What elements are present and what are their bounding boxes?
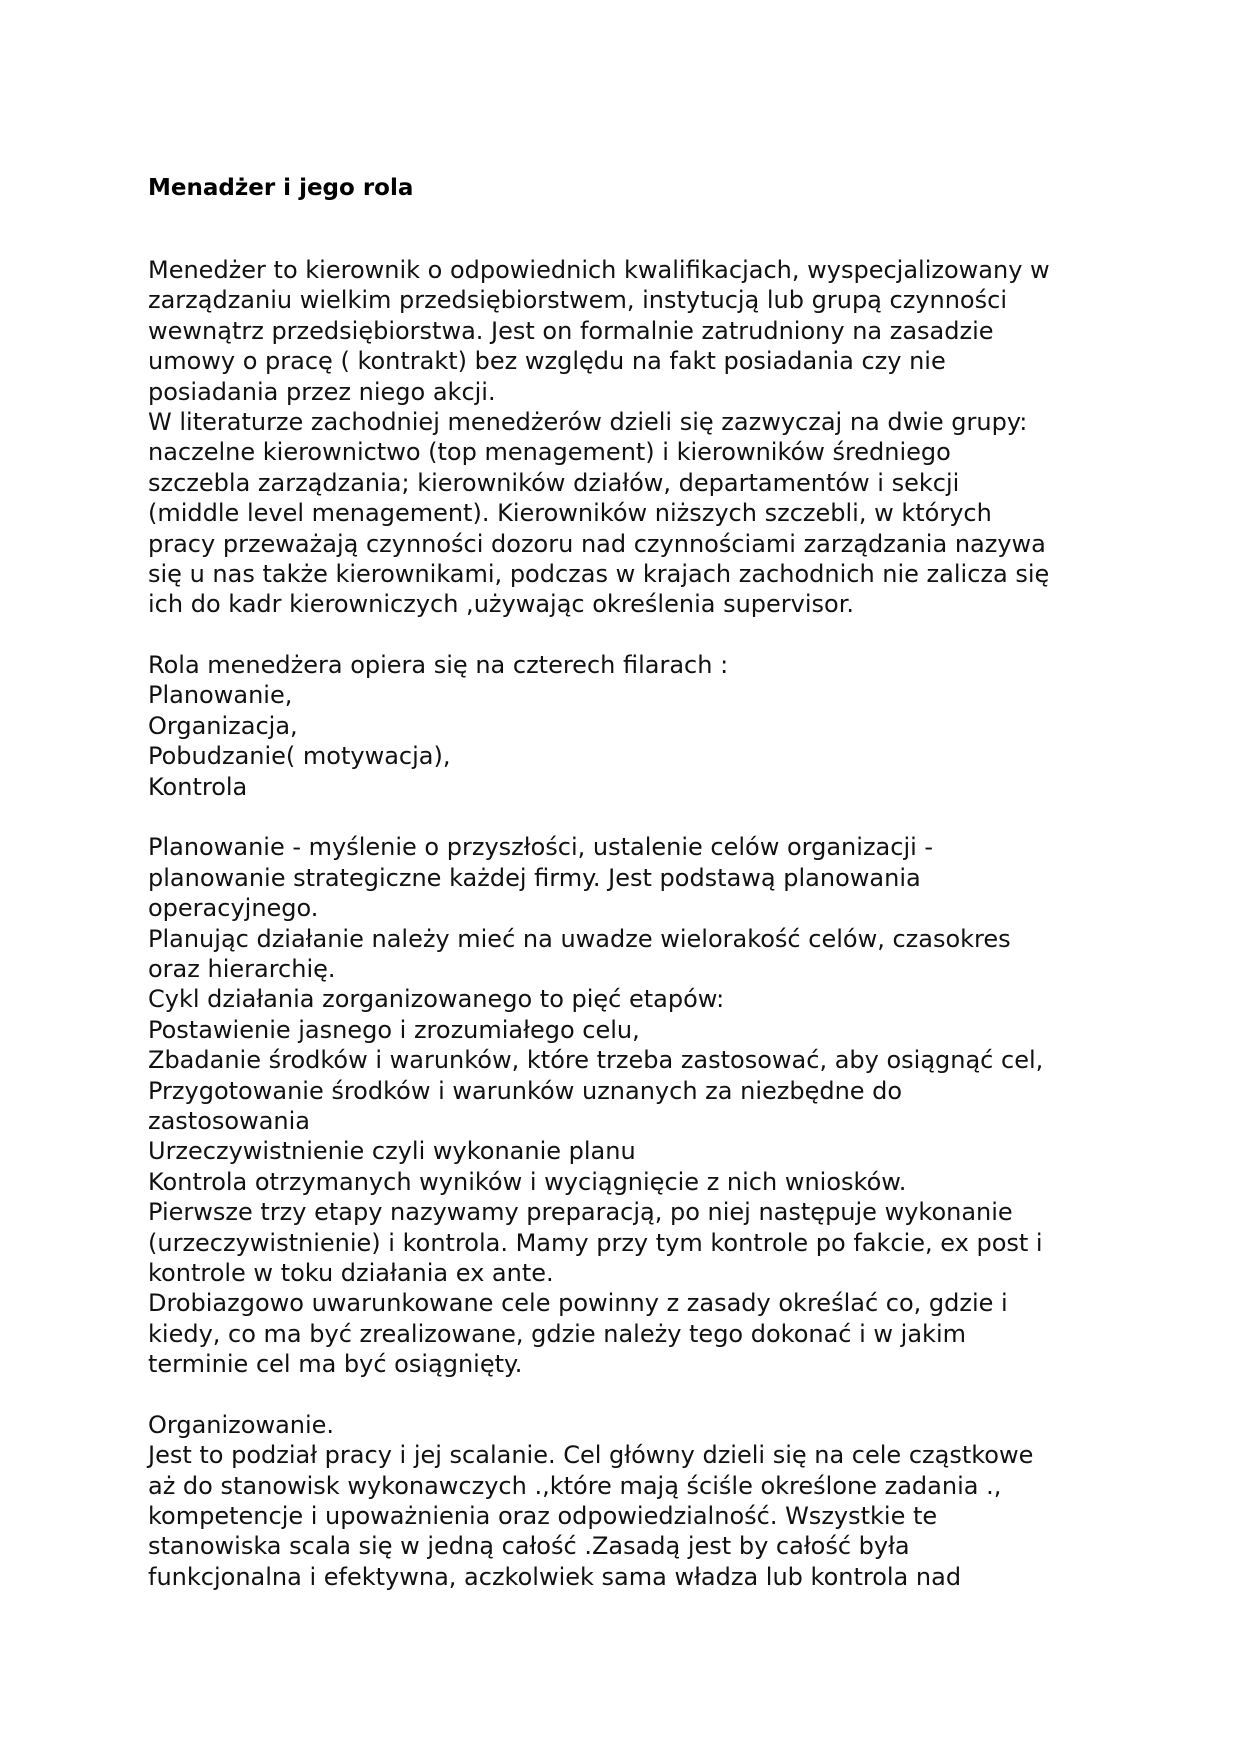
body-line: naczelne kierownictwo (top menagement) i kierowników średniego: [148, 438, 951, 467]
body-line: umowy o pracę ( kontrakt) bez względu na fakt posiadania czy nie: [148, 347, 946, 376]
body-line: Menedżer to kierownik o odpowiednich kwalifikacjach, wyspecjalizowany w: [148, 256, 1050, 284]
body-line: zastosowania: [148, 1106, 311, 1135]
body-line: operacyjnego.: [148, 894, 319, 923]
body-line: funkcjonalna i efektywna, aczkolwiek sama władza lub kontrola nad: [148, 1562, 962, 1591]
body-line: (urzeczywistnienie) i kontrola. Mamy przy tym kontrole po fakcie, ex post i: [148, 1228, 1043, 1257]
body-line: Cykl działania zorganizowanego to pięć etapów:: [148, 985, 725, 1014]
body-line: Drobiazgowo uwarunkowane cele powinny z zasady określać co, gdzie i: [148, 1289, 1008, 1318]
body-line: W literaturze zachodniej menedżerów dzieli się zazwyczaj na dwie grupy:: [148, 407, 1028, 436]
body-line: kontrole w toku działania ex ante.: [148, 1258, 554, 1287]
body-line: Planując działanie należy mieć na uwadze wielorakość celów, czasokres: [148, 924, 1011, 953]
body-line: stanowiska scala się w jedną całość .Zasadą jest by całość była: [148, 1532, 910, 1561]
body-line: pracy przeważają czynności dozoru nad czynnościami zarządzania nazywa: [148, 529, 1046, 558]
body-line: zarządzaniu wielkim przedsiębiorstwem, instytucją lub grupą czynności: [148, 286, 1007, 315]
body-line: posiadania przez niego akcji.: [148, 377, 496, 406]
body-line: terminie cel ma być osiągnięty.: [148, 1350, 523, 1379]
blank-line: [148, 620, 1108, 650]
body-line: się u nas także kierownikami, podczas w krajach zachodnich nie zalicza się: [148, 559, 1050, 588]
body-line: Organizowanie.: [148, 1410, 335, 1439]
body-line: Jest to podział pracy i jej scalanie. Cel główny dzieli się na cele cząstkowe: [148, 1441, 1034, 1470]
blank-line: [148, 1379, 1108, 1409]
body-line: szczebla zarządzania; kierowników działów, departamentów i sekcji: [148, 468, 960, 497]
document-body: [148, 255, 1108, 1592]
body-line: planowanie strategiczne każdej firmy. Jest podstawą planowania: [148, 863, 921, 892]
body-line: Kontrola: [148, 772, 248, 801]
body-line: aż do stanowisk wykonawczych .,które mają ściśle określone zadania .,: [148, 1471, 1002, 1500]
body-line: Pobudzanie( motywacja),: [148, 742, 451, 771]
body-line: Kontrola otrzymanych wyników i wyciągnięcie z nich wniosków.: [148, 1167, 907, 1196]
body-line: Przygotowanie środków i warunków uznanych za niezbędne do: [148, 1076, 903, 1105]
body-line: Pierwsze trzy etapy nazywamy preparacją, po niej następuje wykonanie: [148, 1198, 1013, 1227]
blank-line: [148, 802, 1108, 832]
body-line: Zbadanie środków i warunków, które trzeba zastosować, aby osiągnąć cel,: [148, 1046, 1044, 1075]
document-title: Menadżer i jego rola: [148, 175, 414, 201]
body-line: oraz hierarchię.: [148, 954, 336, 983]
body-line: wewnątrz przedsiębiorstwa. Jest on formalnie zatrudniony na zasadzie: [148, 316, 994, 345]
body-line: Planowanie - myślenie o przyszłości, ustalenie celów organizacji -: [148, 833, 934, 862]
body-line: Rola menedżera opiera się na czterech filarach :: [148, 651, 729, 680]
body-line: Planowanie,: [148, 681, 293, 710]
body-line: kiedy, co ma być zrealizowane, gdzie należy tego dokonać i w jakim: [148, 1319, 967, 1348]
body-line: Urzeczywistnienie czyli wykonanie planu: [148, 1137, 636, 1166]
body-line: kompetencje i upoważnienia oraz odpowiedzialność. Wszystkie te: [148, 1502, 938, 1531]
body-line: Organizacja,: [148, 711, 298, 740]
body-line: Postawienie jasnego i zrozumiałego celu,: [148, 1015, 640, 1044]
body-line: (middle level menagement). Kierowników niższych szczebli, w których: [148, 499, 992, 528]
body-line: ich do kadr kierowniczych ,używając określenia supervisor.: [148, 590, 855, 619]
